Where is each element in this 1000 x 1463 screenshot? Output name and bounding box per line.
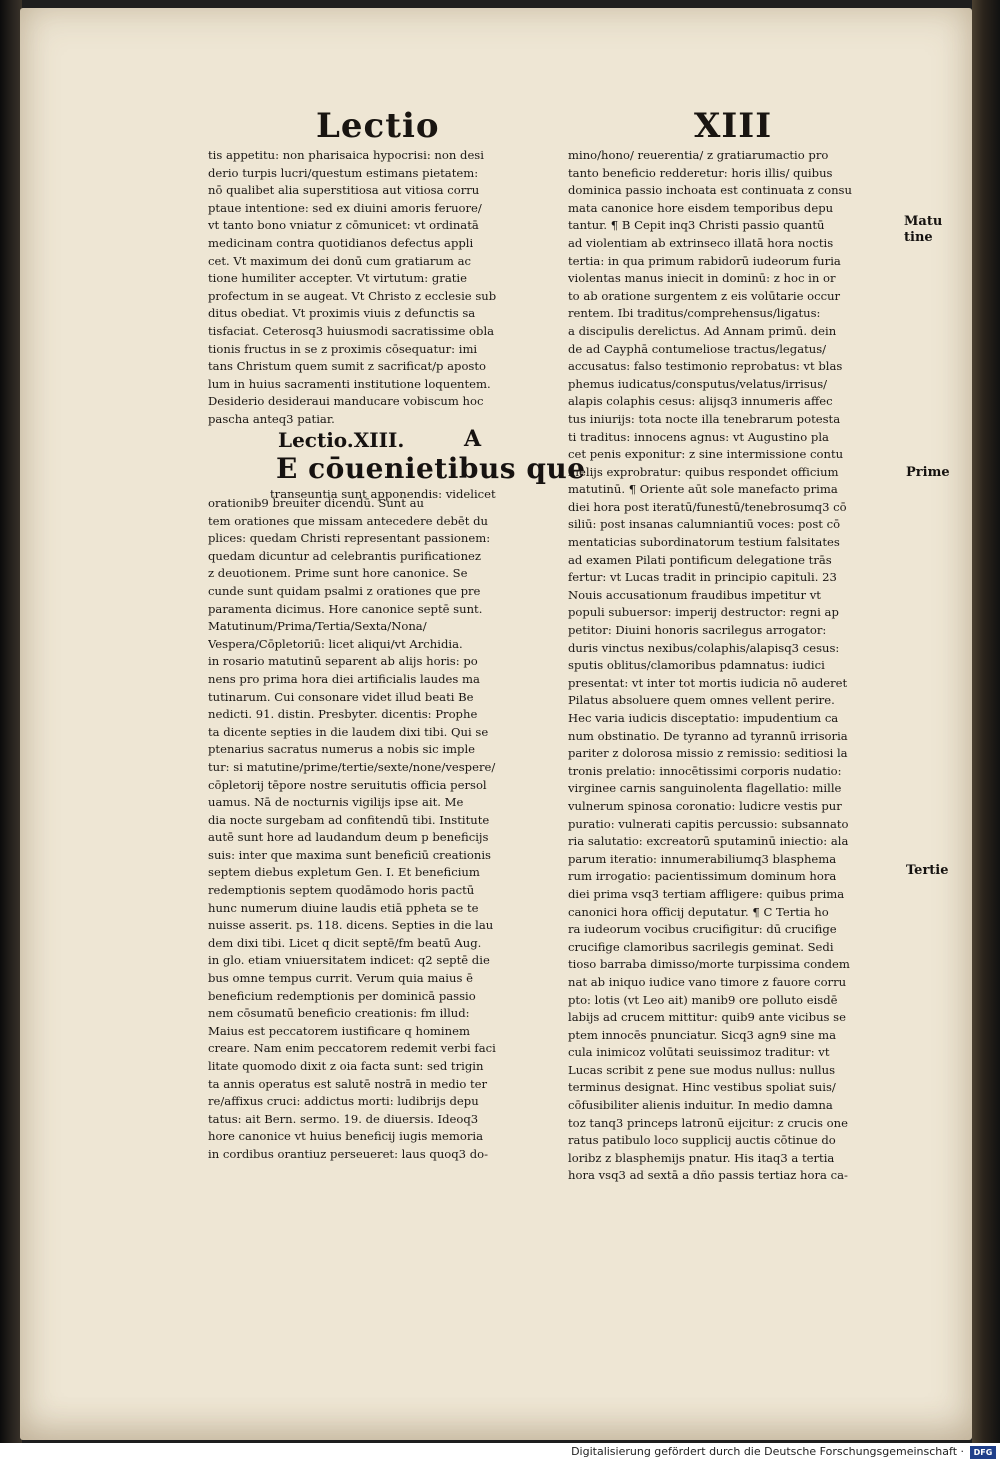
text-line: Vespera/Cōpletoriū: licet aliqui/vt Archidia. xyxy=(208,636,463,651)
text-line: nens pro prima hora diei artificialis laudes ma xyxy=(208,671,480,686)
margin-note-line: tine xyxy=(904,230,933,245)
text-line: ta dicente septies in die laudem dixi tibi. Qui se xyxy=(208,724,489,739)
text-line: tis appetitu: non pharisaica hypocrisi: non desi xyxy=(208,148,484,162)
text-line: ptaue intentione: sed ex diuini amoris feruore/ xyxy=(208,200,482,215)
text-line: tertia: in qua primum rabidorū iudeorum furia xyxy=(568,253,841,268)
text-line: orationib9 breuiter dicendū. Sunt au xyxy=(208,496,424,510)
text-line: cet penis exponitur: z sine intermissione contu xyxy=(568,447,844,462)
text-line: ra iudeorum vocibus crucifigitur: dū crucifige xyxy=(568,922,837,937)
text-line: hora vsq3 ad sextā a dño passis tertiaz hora ca- xyxy=(568,1168,848,1183)
text-line: rum irrogatio: pacientissimum dominum hora xyxy=(568,869,837,884)
digitization-footer xyxy=(0,1443,1000,1463)
margin-note-tertie: Tertie xyxy=(906,863,949,878)
text-line: nedicti. 91. distin. Presbyter. dicentis: Prophe xyxy=(208,707,478,722)
text-line: hore canonice vt huius beneficij iugis memoria xyxy=(208,1129,483,1144)
text-line: crucifige clamoribus sacrilegis geminat. Sedi xyxy=(568,939,834,954)
text-line: nō qualibet alia superstitiosa aut vitiosa corru xyxy=(208,183,480,198)
text-line: tanto beneficio redderetur: horis illis/ quibus xyxy=(568,165,833,180)
text-line: mata canonice hore eisdem temporibus depu xyxy=(568,200,834,215)
text-line: petitor: Diuini honoris sacrilegus arrogator: xyxy=(568,623,827,638)
text-line: ad examen Pilati pontificum delegatione trās xyxy=(568,552,832,567)
text-line: duris vinctus nexibus/colaphis/alapisq3 cesus: xyxy=(568,640,840,655)
text-line: pariter z dolorosa missio z remissio: seditiosi la xyxy=(568,746,848,761)
text-line: melijs exprobratur: quibus respondet officium xyxy=(568,464,839,479)
text-line: nat ab iniquo iudice vano timore z fauore corru xyxy=(568,974,847,989)
lectio-initial-mark: A xyxy=(464,426,482,452)
lectio-heading: Lectio.XIII. xyxy=(278,428,405,452)
text-line: Pilatus absoluere quem omnes vellent perire. xyxy=(568,693,835,708)
text-line: autē sunt hore ad laudandum deum p beneficijs xyxy=(208,830,489,845)
text-line: canonici hora officij deputatur. ¶ C Tertia ho xyxy=(568,904,829,919)
right-column xyxy=(568,147,904,1185)
text-line: cunde sunt quidam psalmi z orationes que pre xyxy=(208,583,481,598)
text-line: pto: lotis (vt Leo ait) manib9 ore polluto eisdē xyxy=(568,992,838,1007)
text-line: fertur: vt Lucas tradit in principio capituli. 23 xyxy=(568,570,837,585)
book-binding-right xyxy=(972,0,1000,1443)
text-line: dem dixi tibi. Licet q dicit septē/fm beatū Aug. xyxy=(208,935,482,950)
text-line: dia nocte surgebam ad confitendū tibi. Institute xyxy=(208,812,490,827)
text-line: in cordibus orantiuz perseueret: laus quoq3 do- xyxy=(208,1146,489,1161)
text-line: redemptionis septem quodāmodo horis pactū xyxy=(208,883,475,898)
text-line: ptenarius sacratus numerus a nobis sic imple xyxy=(208,742,476,757)
text-line: tus iniurijs: tota nocte illa tenebrarum potesta xyxy=(568,411,841,426)
text-line: paramenta dicimus. Hore canonice septē sunt. xyxy=(208,601,483,616)
text-line: Nouis accusationum fraudibus impetitur vt xyxy=(568,587,821,602)
text-line: Lucas scribit z pene sue modus nullus: nullus xyxy=(568,1062,836,1077)
running-head-right: XIII xyxy=(694,106,773,146)
text-line: diei prima vsq3 tertiam affligere: quibus prima xyxy=(568,886,845,901)
text-line: lum in huius sacramenti institutione loquentem. xyxy=(208,376,491,391)
text-line: ditus obediat. Vt proximis viuis z defunctis sa xyxy=(208,306,476,321)
text-line: Maius est peccatorem iustificare q hominem xyxy=(208,1023,470,1038)
text-line: to ab oratione surgentem z eis volūtarie occur xyxy=(568,288,841,303)
text-line: bus omne tempus currit. Verum quia maius ē xyxy=(208,971,473,986)
text-line: cula inimicoz volūtati seuissimoz traditur: vt xyxy=(568,1045,830,1060)
text-line: parum iteratio: innumerabiliumq3 blasphema xyxy=(568,851,837,866)
text-line: tisfaciat. Ceterosq3 huiusmodi sacratissime obla xyxy=(208,323,495,338)
text-line: nem cōsumatū beneficio creationis: fm illud: xyxy=(208,1006,470,1021)
text-line: tatus: ait Bern. sermo. 19. de diuersis. Ideoq3 xyxy=(208,1111,479,1126)
text-line: litate quomodo dixit z oia facta sunt: sed trigin xyxy=(208,1059,484,1073)
text-line: tur: si matutine/prime/tertie/sexte/none/vespere/ xyxy=(208,759,496,774)
text-line: mino/hono/ reuerentia/ z gratiarumactio pro xyxy=(568,148,829,162)
lectio-opening-line: E cōuenietibus que xyxy=(276,452,586,485)
text-line: beneficium redemptionis per dominicā passio xyxy=(208,988,476,1003)
text-line: dominica passio inchoata est continuata z consu xyxy=(568,183,852,198)
margin-note-matutine xyxy=(904,214,942,246)
text-line: virginee carnis sanguinolenta flagellatio: mille xyxy=(568,781,842,796)
text-line: uamus. Nā de nocturnis vigilijs ipse ait. Me xyxy=(208,795,464,810)
text-line: vt tanto bono vniatur z cōmunicet: vt ordinatā xyxy=(208,218,479,233)
text-line: sputis oblitus/clamoribus pdamnatus: iudici xyxy=(568,658,825,673)
text-line: quedam dicuntur ad celebrantis purificationez xyxy=(208,548,482,563)
text-line: a discipulis derelictus. Ad Annam primū. dein xyxy=(568,323,837,338)
text-line: num obstinatio. De tyranno ad tyrannū irrisoria xyxy=(568,728,848,743)
text-line: ratus patibulo loco supplicij auctis cōtinue do xyxy=(568,1133,836,1148)
text-line: phemus iudicatus/consputus/velatus/irrisus/ xyxy=(568,376,828,391)
text-line: vulnerum spinosa coronatio: ludicre vestis pur xyxy=(568,798,842,813)
left-column-top xyxy=(208,147,552,429)
book-binding-left xyxy=(0,0,22,1443)
text-line: rentem. Ibi traditus/comprehensus/ligatus: xyxy=(568,306,821,321)
margin-note-prime: Prime xyxy=(906,465,950,480)
text-line: tronis prelatio: innocētissimi corporis nudatio: xyxy=(568,763,842,778)
text-line: tans Christum quem sumit z sacrificat/p aposto xyxy=(208,359,487,374)
text-line: creare. Nam enim peccatorem redemit verbi faci xyxy=(208,1041,496,1056)
text-line: in glo. etiam vniuersitatem indicet: q2 septē die xyxy=(208,953,490,968)
text-line: medicinam contra quotidianos defectus appli xyxy=(208,235,474,250)
text-line: loribz z blasphemijs pnatur. His itaq3 a tertia xyxy=(568,1150,835,1165)
footer-credit: Digitalisierung gefördert durch die Deutsche Forschungsgemeinschaft · xyxy=(571,1445,964,1458)
text-line: pascha anteq3 patiar. xyxy=(208,411,335,426)
text-line: hunc numerum diuine laudis etiā ppheta se te xyxy=(208,900,479,915)
text-line: derio turpis lucri/questum estimans pietatem: xyxy=(208,165,479,180)
text-line: Hec varia iudicis disceptatio: impudentium ca xyxy=(568,711,839,725)
text-line: ad violentiam ab extrinseco illatā hora noctis xyxy=(568,235,834,250)
dfg-logo: DFG xyxy=(970,1446,996,1459)
text-line: cōpletorij tēpore nostre seruitutis officia persol xyxy=(208,777,487,792)
text-line: suis: inter que maxima sunt beneficiū creationis xyxy=(208,847,491,862)
text-line: terminus designat. Hinc vestibus spoliat suis/ xyxy=(568,1080,836,1095)
text-line: toz tanq3 princeps latronū eijcitur: z crucis one xyxy=(568,1115,848,1130)
text-line: accusatus: falso testimonio reprobatus: vt blas xyxy=(568,359,843,374)
text-line: in rosario matutinū separent ab alijs horis: po xyxy=(208,654,478,669)
text-line: tantur. ¶ B Cepit inq3 Christi passio quantū xyxy=(568,218,825,233)
text-line: re/affixus cruci: addictus morti: ludibrijs depu xyxy=(208,1094,479,1109)
text-line: profectum in se augeat. Vt Christo z ecclesie sub xyxy=(208,288,497,303)
text-line: presentat: vt inter tot mortis iudicia nō auderet xyxy=(568,675,848,690)
left-column-bottom xyxy=(208,495,552,1164)
text-line: ti traditus: innocens agnus: vt Augustino pla xyxy=(568,429,829,444)
text-line: mentaticias subordinatorum testium falsitates xyxy=(568,535,840,550)
text-line: z deuotionem. Prime sunt hore canonice. Se xyxy=(208,566,468,581)
text-line: Matutinum/Prima/Tertia/Sexta/Nona/ xyxy=(208,619,427,634)
text-line: plices: quedam Christi representant passionem: xyxy=(208,531,491,546)
lectio-indent-line: transeuntia sunt apponendis: videlicet xyxy=(270,487,496,501)
text-line: alapis colaphis cesus: alijsq3 innumeris affec xyxy=(568,394,833,409)
text-line: cet. Vt maximum dei donū cum gratiarum ac xyxy=(208,253,471,268)
text-line: tioso barraba dimisso/morte turpissima condem xyxy=(568,957,850,972)
margin-note-line: Matu xyxy=(904,214,943,229)
text-line: ta annis operatus est salutē nostrā in medio ter xyxy=(208,1076,488,1091)
text-line: diei hora post iteratū/funestū/tenebrosumq3 cō xyxy=(568,499,847,514)
text-line: puratio: vulnerati capitis percussio: subsannato xyxy=(568,816,849,831)
text-line: matutinū. ¶ Oriente aūt sole manefacto prima xyxy=(568,482,838,497)
text-line: de ad Cayphā contumeliose tractus/legatus/ xyxy=(568,341,827,356)
text-line: labijs ad crucem mittitur: quib9 ante vicibus se xyxy=(568,1010,846,1025)
text-line: cōfusibiliter alienis induitur. In medio damna xyxy=(568,1098,833,1113)
text-line: nuisse asserit. ps. 118. dicens. Septies in die lau xyxy=(208,918,494,933)
text-line: tutinarum. Cui consonare videt illud beati Be xyxy=(208,689,474,704)
text-line: Desiderio desideraui manducare vobiscum hoc xyxy=(208,394,484,409)
text-line: septem diebus expletum Gen. I. Et beneficium xyxy=(208,865,480,880)
text-line: populi subuersor: imperij destructor: regni ap xyxy=(568,605,839,620)
text-line: tione humiliter accepter. Vt virtutum: gratie xyxy=(208,271,467,286)
text-line: ptem innocēs pnunciatur. Sicq3 agn9 sine ma xyxy=(568,1027,836,1042)
text-line: ria salutatio: excreatorū sputaminū iniectio: ala xyxy=(568,834,849,849)
text-line: tem orationes que missam antecedere debēt du xyxy=(208,513,488,528)
text-line: tionis fructus in se z proximis cōsequatur: imi xyxy=(208,341,478,356)
text-line: siliū: post insanas calumniantiū voces: post cō xyxy=(568,517,841,532)
running-head-left: Lectio xyxy=(316,106,440,146)
text-line: violentas manus iniecit in dominū: z hoc in or xyxy=(568,271,836,286)
